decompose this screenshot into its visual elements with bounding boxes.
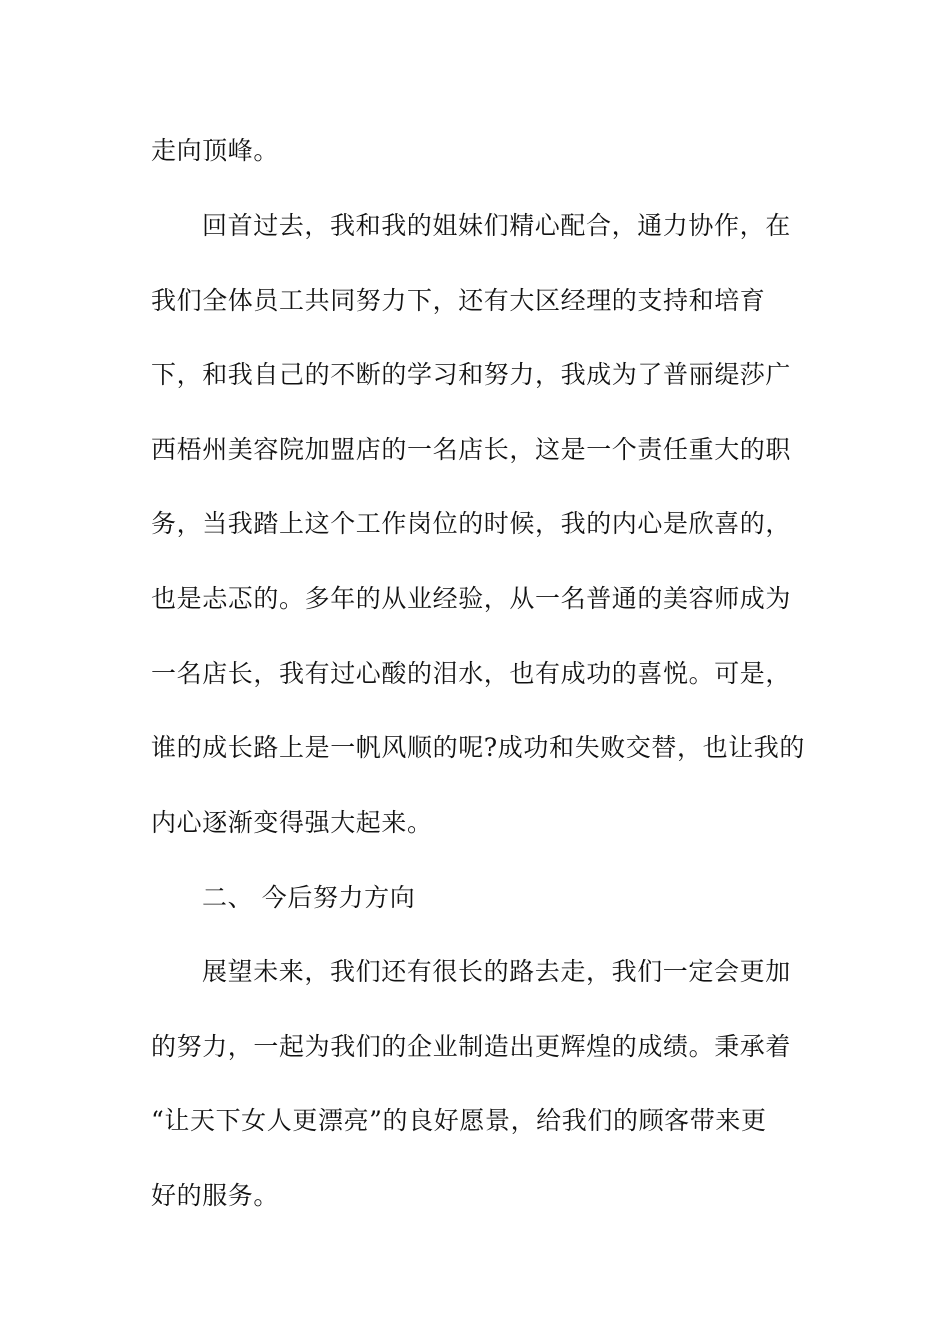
text-line: 回首过去，我和我的姐妹们精心配合，通力协作，在 xyxy=(202,211,791,240)
text-line: 好的服务。 xyxy=(151,1181,280,1210)
section-heading: 二、 今后努力方向 xyxy=(202,883,416,912)
text-line: 内心逐渐变得强大起来。 xyxy=(151,808,433,837)
text-line: 的努力，一起为我们的企业制造出更辉煌的成绩。秉承着 xyxy=(151,1032,792,1061)
text-line: 一名店长，我有过心酸的泪水，也有成功的喜悦。可是， xyxy=(151,659,792,688)
text-line: 西梧州美容院加盟店的一名店长，这是一个责任重大的职 xyxy=(151,435,792,464)
text-line: 我们全体员工共同努力下，还有大区经理的支持和培育 xyxy=(151,286,766,315)
text-line: “让天下女人更漂亮”的良好愿景，给我们的顾客带来更 xyxy=(151,1106,767,1135)
text-line: 下，和我自己的不断的学习和努力，我成为了普丽缇莎广 xyxy=(151,360,792,389)
text-line: 展望未来，我们还有很长的路去走，我们一定会更加 xyxy=(202,957,791,986)
text-line: 也是忐忑的。多年的从业经验，从一名普通的美容师成为 xyxy=(151,584,792,613)
text-line: 务，当我踏上这个工作岗位的时候，我的内心是欣喜的， xyxy=(151,509,792,538)
text-line: 走向顶峰。 xyxy=(151,136,280,165)
text-line: 谁的成长路上是一帆风顺的呢?成功和失败交替，也让我的 xyxy=(151,733,806,762)
